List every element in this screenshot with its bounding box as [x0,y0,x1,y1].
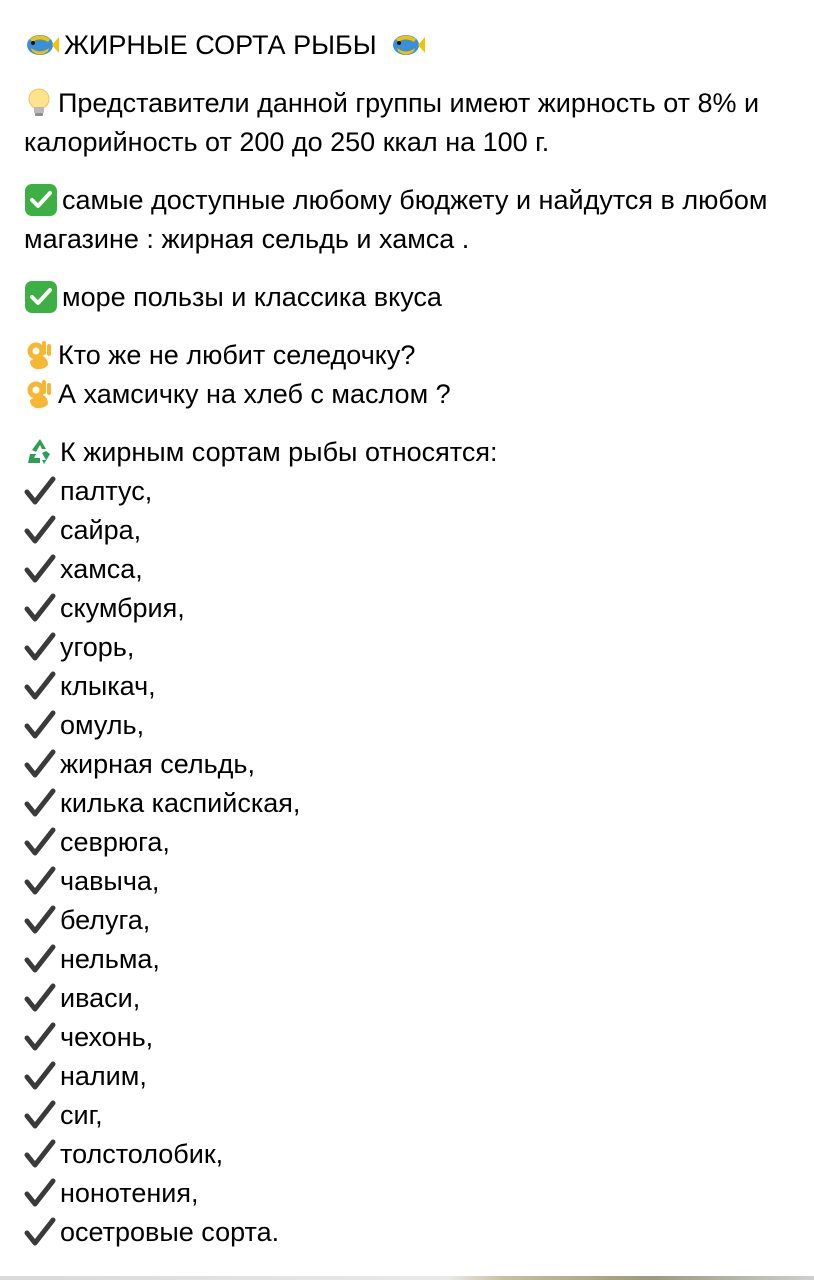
check-mark-icon [24,788,56,818]
list-item-text: сиг, [60,1100,103,1130]
ok-hand-icon [24,339,54,371]
check-mark-icon [24,515,56,545]
list-item [24,667,799,706]
check-mark-icon [24,671,56,701]
list-heading-text: К жирным сортам рыбы относятся: [60,437,498,467]
list-item-text: севрюга, [60,827,170,857]
list-item [24,784,799,823]
list-item [24,745,799,784]
list-item-text: килька каспийская, [60,788,301,818]
check-mark-icon [24,1217,56,1247]
questions [24,336,799,414]
check-mark-icon [24,1061,56,1091]
check-mark-icon [24,1139,56,1169]
list-item-text: толстолобик, [60,1139,224,1169]
list-item-text: омуль, [60,710,145,740]
check-mark-button-icon [24,280,58,314]
check-mark-icon [24,749,56,779]
list-item-text: белуга, [60,905,151,935]
list-item [24,1213,799,1252]
post-title: ЖИРНЫЕ СОРТА РЫБЫ [64,30,377,60]
check-mark-button-icon [24,183,58,217]
list-heading [24,433,799,472]
list-item [24,628,799,667]
list-item [24,862,799,901]
list-item [24,550,799,589]
list-item-text: скумбрия, [60,593,185,623]
list-item [24,1096,799,1135]
question-2 [24,375,799,414]
list-item-text: сайра, [60,515,142,545]
point-2-text: море пользы и классика вкуса [62,282,442,312]
check-mark-icon [24,1022,56,1052]
question-1-text: Кто же не любит селедочку? [58,340,416,370]
intro-text: Представители данной группы имеют жирность от 8% и калорийность от 200 до 250 ккал на 100 г. [24,88,760,157]
check-mark-icon [24,1178,56,1208]
check-mark-icon [24,983,56,1013]
list-item [24,1174,799,1213]
question-2-text: А хамсичку на хлеб с маслом ? [58,379,451,409]
lightbulb-icon [24,87,54,119]
list-item-text: осетровые сорта. [60,1217,280,1247]
list-item-text: нельма, [60,944,160,974]
list-item-text: палтус, [60,476,153,506]
title-line [24,26,799,65]
list-item [24,1057,799,1096]
list-item [24,940,799,979]
recycling-icon [24,436,56,468]
tropical-fish-icon [24,30,60,60]
list-item [24,589,799,628]
list-item [24,823,799,862]
list-item [24,901,799,940]
message-body [24,26,799,1252]
list-item [24,1018,799,1057]
next-message-edge [0,1276,814,1280]
list-item [24,1135,799,1174]
point-1 [24,181,799,259]
list-item [24,472,799,511]
list-item-text: иваси, [60,983,141,1013]
list-item-text: жирная сельдь, [60,749,255,779]
list-item [24,706,799,745]
list-item-text: нонотения, [60,1178,199,1208]
check-mark-icon [24,827,56,857]
list-items [24,472,799,1252]
check-mark-icon [24,593,56,623]
list-item-text: налим, [60,1061,147,1091]
list-item-text: хамса, [60,554,143,584]
intro-paragraph [24,84,799,162]
point-1-text: самые доступные любому бюджету и найдутся в любом магазине : жирная сельдь и хамса . [24,185,768,254]
check-mark-icon [24,1100,56,1130]
list-item [24,511,799,550]
check-mark-icon [24,905,56,935]
ok-hand-icon [24,378,54,410]
check-mark-icon [24,710,56,740]
list-item [24,979,799,1018]
check-mark-icon [24,554,56,584]
list-item-text: угорь, [60,632,135,662]
list-item-text: чавыча, [60,866,160,896]
check-mark-icon [24,632,56,662]
fish-list [24,433,799,1252]
point-2 [24,278,799,317]
list-item-text: клыкач, [60,671,156,701]
check-mark-icon [24,944,56,974]
tropical-fish-icon [390,30,426,60]
list-item-text: чехонь, [60,1022,154,1052]
check-mark-icon [24,866,56,896]
check-mark-icon [24,476,56,506]
question-1 [24,336,799,375]
